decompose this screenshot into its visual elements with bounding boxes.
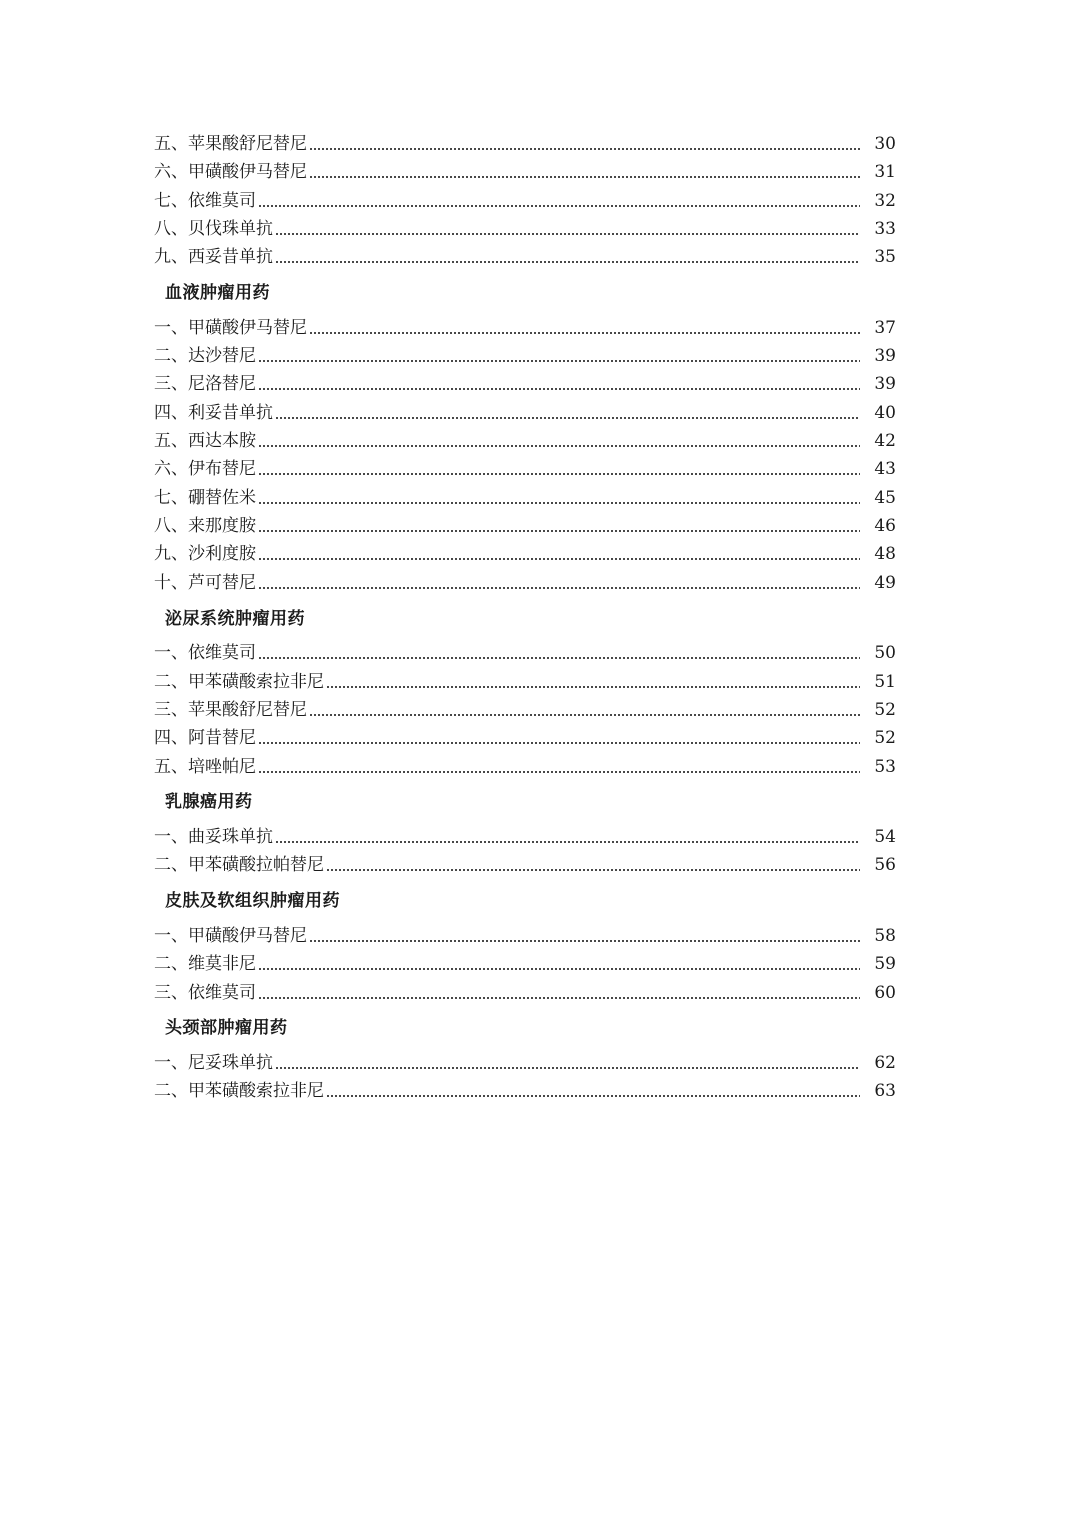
toc-entry[interactable]	[154, 697, 896, 723]
toc-entry[interactable]	[154, 541, 896, 567]
toc-entry[interactable]	[154, 852, 896, 878]
toc-entry-label: 一、甲磺酸伊马替尼	[154, 318, 307, 338]
toc-entry-label: 一、依维莫司	[154, 643, 256, 663]
toc-entry[interactable]	[154, 923, 896, 949]
toc-entry-page: 32	[874, 191, 896, 211]
toc-entry[interactable]	[154, 951, 896, 977]
toc-entry[interactable]	[154, 640, 896, 666]
toc-entry-label: 四、阿昔替尼	[154, 728, 256, 748]
toc-entry-page: 40	[874, 403, 896, 423]
toc-entry-label: 七、硼替佐米	[154, 488, 256, 508]
dot-leader	[326, 1095, 860, 1097]
toc-entry-label: 二、甲苯磺酸拉帕替尼	[154, 855, 324, 875]
dot-leader	[309, 148, 860, 150]
toc-entry-page: 59	[874, 954, 896, 974]
dot-leader	[258, 502, 860, 504]
dot-leader	[258, 742, 860, 744]
dot-leader	[258, 445, 860, 447]
dot-leader	[258, 997, 860, 999]
dot-leader	[258, 587, 860, 589]
toc-entry-page: 39	[874, 346, 896, 366]
section-heading: 乳腺癌用药	[165, 792, 253, 812]
toc-entry-page: 56	[874, 855, 896, 875]
toc-entry-page: 54	[874, 827, 896, 847]
toc-entry-label: 六、甲磺酸伊马替尼	[154, 162, 307, 182]
dot-leader	[258, 388, 860, 390]
dot-leader	[309, 332, 860, 334]
toc-entry[interactable]	[154, 980, 896, 1006]
toc-entry-label: 三、依维莫司	[154, 983, 256, 1003]
toc-entry-page: 51	[874, 672, 896, 692]
toc-entry[interactable]	[154, 754, 896, 780]
dot-leader	[275, 417, 860, 419]
section-heading: 血液肿瘤用药	[165, 283, 270, 303]
toc-entry-label: 七、依维莫司	[154, 191, 256, 211]
section-heading: 泌尿系统肿瘤用药	[165, 609, 305, 629]
toc-entry[interactable]	[154, 131, 896, 157]
toc-entry[interactable]	[154, 400, 896, 426]
toc-entry-page: 45	[874, 488, 896, 508]
toc-entry[interactable]	[154, 824, 896, 850]
toc-entry-page: 62	[874, 1053, 896, 1073]
toc-entry-page: 30	[874, 134, 896, 154]
toc-entry[interactable]	[154, 513, 896, 539]
toc-entry[interactable]	[154, 1050, 896, 1076]
toc-entry-label: 五、培唑帕尼	[154, 757, 256, 777]
toc-entry-label: 二、甲苯磺酸索拉非尼	[154, 672, 324, 692]
section-heading: 头颈部肿瘤用药	[165, 1018, 288, 1038]
toc-entry-page: 39	[874, 374, 896, 394]
toc-entry[interactable]	[154, 188, 896, 214]
toc-entry-page: 37	[874, 318, 896, 338]
toc-entry-label: 九、西妥昔单抗	[154, 247, 273, 267]
toc-entry[interactable]	[154, 343, 896, 369]
dot-leader	[326, 686, 860, 688]
toc-entry-page: 43	[874, 459, 896, 479]
toc-entry-page: 48	[874, 544, 896, 564]
toc-entry[interactable]	[154, 485, 896, 511]
toc-entry-page: 46	[874, 516, 896, 536]
dot-leader	[275, 1067, 860, 1069]
toc-entry-label: 八、贝伐珠单抗	[154, 219, 273, 239]
toc-entry-label: 五、西达本胺	[154, 431, 256, 451]
dot-leader	[258, 968, 860, 970]
dot-leader	[275, 233, 860, 235]
dot-leader	[275, 261, 860, 263]
toc-entry-label: 二、甲苯磺酸索拉非尼	[154, 1081, 324, 1101]
dot-leader	[258, 360, 860, 362]
dot-leader	[258, 205, 860, 207]
toc-entry-page: 31	[874, 162, 896, 182]
toc-entry-label: 五、苹果酸舒尼替尼	[154, 134, 307, 154]
toc-entry-page: 50	[874, 643, 896, 663]
dot-leader	[275, 841, 860, 843]
toc-entry-label: 三、苹果酸舒尼替尼	[154, 700, 307, 720]
toc-entry-page: 33	[874, 219, 896, 239]
toc-entry-label: 一、尼妥珠单抗	[154, 1053, 273, 1073]
dot-leader	[309, 176, 860, 178]
toc-entry-page: 63	[874, 1081, 896, 1101]
toc-entry[interactable]	[154, 428, 896, 454]
toc-entry[interactable]	[154, 371, 896, 397]
toc-entry-page: 52	[874, 728, 896, 748]
toc-entry[interactable]	[154, 244, 896, 270]
toc-entry-label: 二、达沙替尼	[154, 346, 256, 366]
dot-leader	[258, 530, 860, 532]
dot-leader	[258, 657, 860, 659]
section-heading: 皮肤及软组织肿瘤用药	[165, 891, 340, 911]
toc-entry[interactable]	[154, 159, 896, 185]
toc-entry-page: 42	[874, 431, 896, 451]
toc-entry-page: 58	[874, 926, 896, 946]
dot-leader	[258, 558, 860, 560]
dot-leader	[309, 940, 860, 942]
toc-entry-label: 四、利妥昔单抗	[154, 403, 273, 423]
toc-entry[interactable]	[154, 1078, 896, 1104]
toc-entry-page: 35	[874, 247, 896, 267]
toc-entry[interactable]	[154, 669, 896, 695]
dot-leader	[309, 714, 860, 716]
toc-entry-label: 一、曲妥珠单抗	[154, 827, 273, 847]
toc-entry-label: 三、尼洛替尼	[154, 374, 256, 394]
toc-entry[interactable]	[154, 315, 896, 341]
toc-entry-label: 九、沙利度胺	[154, 544, 256, 564]
toc-entry-label: 二、维莫非尼	[154, 954, 256, 974]
toc-entry[interactable]	[154, 216, 896, 242]
dot-leader	[326, 869, 860, 871]
toc-entry-page: 60	[874, 983, 896, 1003]
toc-entry-page: 49	[874, 573, 896, 593]
toc-entry[interactable]	[154, 725, 896, 751]
toc-entry[interactable]	[154, 456, 896, 482]
toc-entry-page: 52	[874, 700, 896, 720]
toc-entry[interactable]	[154, 570, 896, 596]
toc-entry-page: 53	[874, 757, 896, 777]
toc-entry-label: 十、芦可替尼	[154, 573, 256, 593]
toc-entry-label: 一、甲磺酸伊马替尼	[154, 926, 307, 946]
toc-entry-label: 六、伊布替尼	[154, 459, 256, 479]
toc-entry-label: 八、来那度胺	[154, 516, 256, 536]
dot-leader	[258, 771, 860, 773]
dot-leader	[258, 473, 860, 475]
